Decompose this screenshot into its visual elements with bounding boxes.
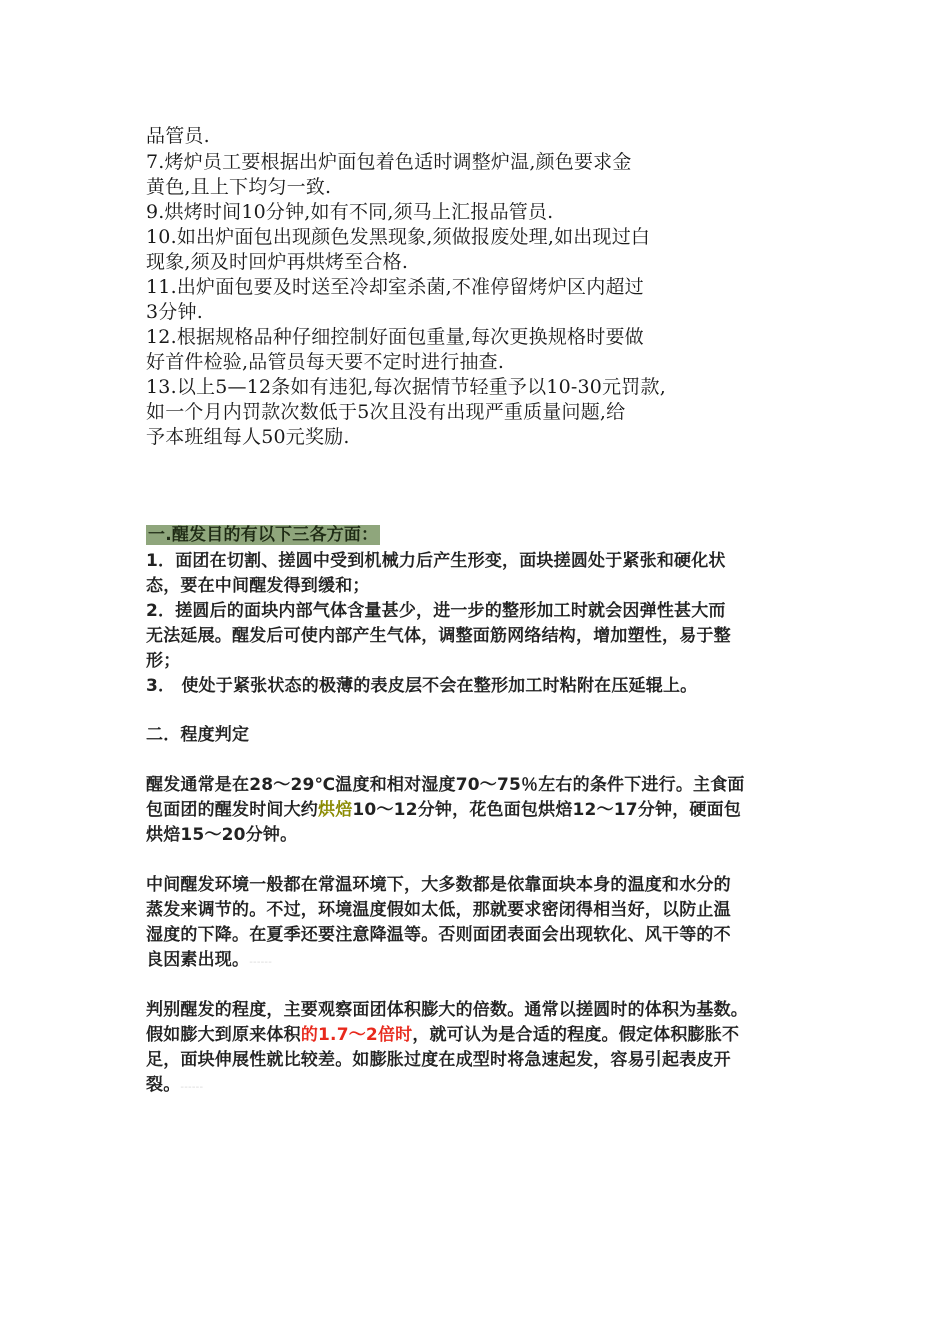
- text-line: 品管员.: [146, 125, 210, 147]
- text-span: 裂。: [146, 1075, 181, 1095]
- text-line: 如一个月内罚款次数低于5次且没有出现严重质量问题,给: [146, 401, 626, 423]
- para1-line: 烘焙15～20分钟。: [146, 825, 298, 845]
- purpose-line: 2．搓圆后的面块内部气体含量甚少，进一步的整形加工时就会因弹性甚大而: [146, 601, 726, 621]
- para2-line: [146, 948, 272, 975]
- text-span: 10～12分钟，花色面包烘焙12～17分钟，硬面包: [352, 800, 742, 820]
- text-span: 包面团的醒发时间大约: [146, 800, 318, 820]
- text-line: 3分钟.: [146, 301, 203, 323]
- para3-line: 足，面块伸展性就比较差。如膨胀过度在成型时将急速起发，容易引起表皮开: [146, 1050, 731, 1070]
- purpose-line: 1．面团在切割、搓圆中受到机械力后产生形变，面块搓圆处于紧张和硬化状: [146, 551, 726, 571]
- text-line: 黄色,且上下均匀一致.: [146, 176, 332, 198]
- subheading: 二．程度判定: [146, 725, 250, 745]
- highlighted-ratio: 的1.7～2倍时: [300, 1025, 413, 1045]
- purpose-line: 态，要在中间醒发得到缓和；: [146, 576, 370, 596]
- para2-line: 蒸发来调节的。不过，环境温度假如太低，那就要求密闭得相当好，以防止温: [146, 900, 731, 920]
- highlighted-term: 烘焙: [318, 800, 353, 820]
- para3-line: [146, 1073, 203, 1100]
- text-line: 现象,须及时回炉再烘烤至合格.: [146, 251, 409, 273]
- text-line: 12.根据规格品种仔细控制好面包重量,每次更换规格时要做: [146, 326, 644, 348]
- para2-line: 湿度的下降。在夏季还要注意降温等。否则面团表面会出现软化、风干等的不: [146, 925, 731, 945]
- para1-line: [146, 798, 741, 823]
- purpose-line: 形；: [146, 651, 181, 671]
- text-line: 13.以上5—12条如有违犯,每次据情节轻重予以10-30元罚款,: [146, 376, 666, 398]
- para2-line: 中间醒发环境一般都在常温环境下，大多数都是依靠面块本身的温度和水分的: [146, 875, 731, 895]
- heading-highlight: 一.醒发目的有以下三各方面：: [148, 525, 379, 545]
- para3-line: [146, 1023, 739, 1048]
- faint-mark: ------: [180, 1082, 204, 1093]
- text-line: 予本班组每人50元奖励.: [146, 426, 350, 448]
- text-span: 良因素出现。: [146, 950, 250, 970]
- para3-line: 判别醒发的程度，主要观察面团体积膨大的倍数。通常以搓圆时的体积为基数。: [146, 1000, 748, 1020]
- text-line: 11.出炉面包要及时送至冷却室杀菌,不准停留烤炉区内超过: [146, 276, 644, 298]
- text-line: 9.烘烤时间10分钟,如有不同,须马上汇报品管员.: [146, 201, 554, 223]
- text-line: 10.如出炉面包出现颜色发黑现象,须做报废处理,如出现过白: [146, 226, 651, 248]
- section-heading: [146, 523, 380, 548]
- text-span: 假如膨大到原来体积: [146, 1025, 301, 1045]
- text-span: ，就可认为是合适的程度。假定体积膨胀不: [412, 1025, 740, 1045]
- text-line: 7.烤炉员工要根据出炉面包着色适时调整炉温,颜色要求金: [146, 151, 632, 173]
- para1-line: 醒发通常是在28～29℃温度和相对湿度70～75％左右的条件下进行。主食面: [146, 775, 745, 795]
- faint-mark: ------: [249, 957, 273, 968]
- purpose-line: 无法延展。醒发后可使内部产生气体，调整面筋网络结构，增加塑性，易于整: [146, 626, 731, 646]
- text-line: 好首件检验,品管员每天要不定时进行抽查.: [146, 351, 505, 373]
- purpose-line: 3． 使处于紧张状态的极薄的表皮层不会在整形加工时粘附在压延辊上。: [146, 676, 698, 696]
